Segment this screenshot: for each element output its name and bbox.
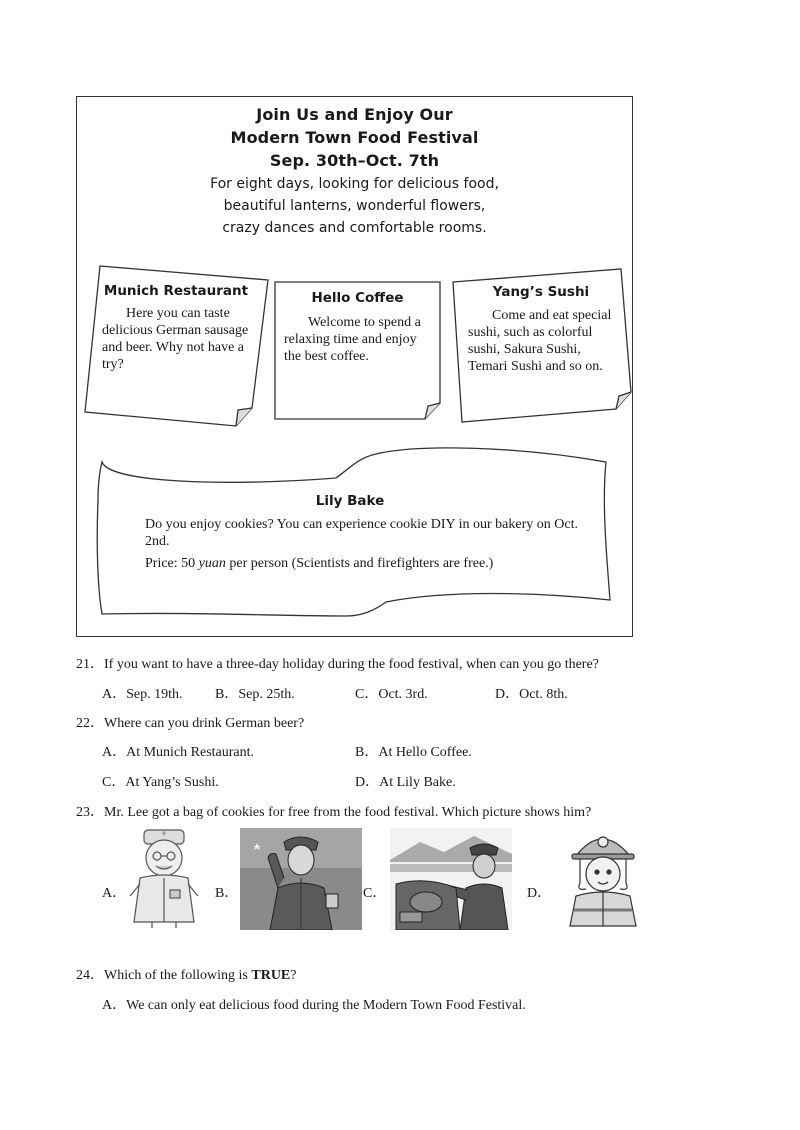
note-munich-body: Here you can taste delicious German sausage and beer. Why not have a try? bbox=[102, 306, 249, 372]
price-unit: yuan bbox=[198, 556, 226, 571]
driver-illustration[interactable] bbox=[390, 828, 512, 930]
note-sushi-body: Come and eat special sushi, such as colorful sushi, Sakura Sushi, Temari Sushi and so on. bbox=[468, 308, 612, 374]
question-24 bbox=[76, 964, 297, 984]
q23-option-c[interactable]: C． bbox=[363, 886, 387, 901]
price-suffix: per person (Scientists and firefighters are free.) bbox=[225, 556, 494, 571]
question-number: 21． bbox=[76, 657, 104, 672]
question-text: Which of the following is bbox=[104, 968, 252, 983]
note-sushi-title: Yang’s Sushi bbox=[492, 284, 590, 300]
question-number: 22． bbox=[76, 716, 104, 731]
poster-title-line2: Modern Town Food Festival bbox=[230, 128, 479, 147]
note-coffee-title: Hello Coffee bbox=[311, 290, 404, 306]
q21-option-b[interactable]: B．Sep. 25th. bbox=[215, 687, 295, 702]
firefighter-illustration[interactable] bbox=[562, 826, 644, 932]
price-prefix: Price: 50 bbox=[145, 556, 199, 571]
q24-option-a[interactable]: A．We can only eat delicious food during the Modern Town Food Festival. bbox=[102, 998, 526, 1013]
question-text-end: ? bbox=[290, 968, 297, 983]
q21-option-d[interactable]: D．Oct. 8th. bbox=[495, 687, 568, 702]
q21-option-a[interactable]: A．Sep. 19th. bbox=[102, 687, 183, 702]
q22-option-d[interactable]: D．At Lily Bake. bbox=[355, 775, 456, 790]
poster-intro-line2: beautiful lanterns, wonderful flowers, bbox=[223, 198, 486, 214]
scroll-title: Lily Bake bbox=[315, 493, 385, 509]
question-text: Mr. Lee got a bag of cookies for free from the food festival. Which picture shows him? bbox=[104, 805, 592, 820]
question-21 bbox=[76, 653, 599, 673]
question-number: 24． bbox=[76, 968, 104, 983]
q22-option-c[interactable]: C．At Yang’s Sushi. bbox=[102, 775, 219, 790]
poster-dates: Sep. 30th–Oct. 7th bbox=[269, 151, 440, 170]
question-23 bbox=[76, 801, 591, 821]
q22-option-a[interactable]: A．At Munich Restaurant. bbox=[102, 745, 255, 760]
q23-option-b[interactable]: B． bbox=[215, 886, 239, 901]
doctor-illustration[interactable] bbox=[122, 826, 208, 930]
poster-title-line1: Join Us and Enjoy Our bbox=[256, 105, 453, 124]
poster-intro-line3: crazy dances and comfortable rooms. bbox=[222, 220, 487, 236]
q23-option-a[interactable]: A． bbox=[102, 886, 127, 901]
question-text: Where can you drink German beer? bbox=[104, 716, 305, 731]
soldier-illustration[interactable] bbox=[240, 828, 362, 930]
note-munich-title: Munich Restaurant bbox=[103, 283, 249, 299]
q21-option-c[interactable]: C．Oct. 3rd. bbox=[355, 687, 428, 702]
question-text: If you want to have a three-day holiday during the food festival, when can you go there? bbox=[104, 657, 599, 672]
poster-intro-line1: For eight days, looking for delicious food, bbox=[210, 176, 499, 192]
question-number: 23． bbox=[76, 805, 104, 820]
q23-option-d[interactable]: D． bbox=[527, 886, 552, 901]
question-22 bbox=[76, 712, 304, 732]
scroll-price bbox=[145, 556, 590, 572]
q22-option-b[interactable]: B．At Hello Coffee. bbox=[355, 745, 472, 760]
question-emphasis: TRUE bbox=[251, 968, 291, 983]
note-coffee-body: Welcome to spend a relaxing time and enjoy the best coffee. bbox=[284, 315, 421, 364]
scroll-line1: Do you enjoy cookies? You can experience cookie DIY in our bakery on Oct. 2nd. bbox=[145, 517, 578, 549]
